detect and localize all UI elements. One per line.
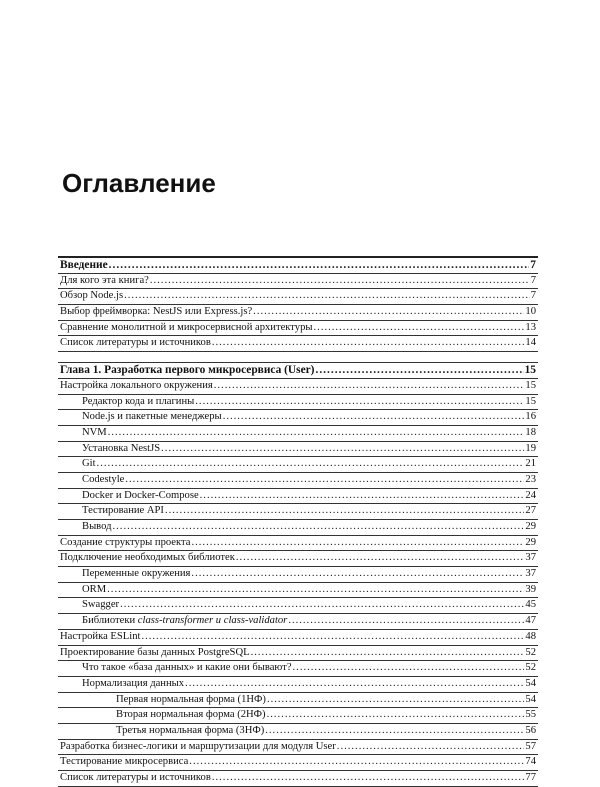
toc-entry-title: Введение: [60, 259, 108, 271]
toc-entry-row[interactable]: [58, 755, 538, 771]
toc-entry-title: Настройка ESLint: [60, 630, 141, 642]
dot-leader: [191, 536, 524, 551]
toc-section-chapter-1: [58, 363, 538, 787]
toc-entry-title: Вывод: [82, 521, 112, 532]
toc-section-intro: [58, 258, 538, 352]
toc-entry-row[interactable]: [58, 442, 538, 458]
dot-leader: [165, 504, 524, 519]
toc-entry-row[interactable]: [58, 583, 538, 599]
dot-leader: [200, 489, 525, 504]
toc-page-number: 13: [525, 321, 536, 333]
toc-page-number: 29: [525, 536, 536, 548]
toc-entry-row[interactable]: [58, 457, 538, 473]
toc-page-number: 29: [525, 521, 536, 532]
dot-leader: [124, 289, 530, 304]
toc-entry-title: NVM: [82, 426, 107, 438]
toc-entry-row[interactable]: [58, 740, 538, 756]
toc-entry-title: Тестирование микросервиса: [60, 756, 189, 768]
dot-leader: [265, 724, 524, 739]
toc-page-number: 74: [525, 756, 536, 768]
toc-entry-title: Список литературы и источников: [60, 337, 211, 349]
dot-leader: [120, 598, 524, 613]
dot-leader: [150, 274, 530, 289]
dot-leader: [125, 473, 524, 488]
toc-entry-title: Codestyle: [82, 473, 125, 485]
toc-entry-row[interactable]: [58, 395, 538, 411]
toc-heading-row[interactable]: [58, 363, 538, 379]
toc-entry-title: Установка NestJS: [82, 442, 161, 454]
toc-entry-title: Переменные окружения: [82, 568, 191, 580]
dot-leader: [195, 395, 524, 410]
toc-heading-row[interactable]: [58, 258, 538, 274]
dot-leader: [191, 567, 524, 582]
toc-entry-title: Первая нормальная форма (1НФ): [116, 693, 266, 705]
toc-page-number: 15: [525, 379, 536, 391]
dot-leader: [108, 426, 525, 441]
toc-entry-row[interactable]: [58, 661, 538, 677]
section-gap: [58, 352, 538, 363]
dot-leader: [107, 583, 524, 598]
dot-leader: [314, 321, 525, 336]
toc-page-number: 24: [525, 489, 536, 501]
dot-leader: [223, 410, 525, 425]
toc-page-number: 37: [525, 552, 536, 564]
toc-entry-row[interactable]: [58, 708, 538, 724]
toc-entry-row[interactable]: [58, 473, 538, 489]
toc-page-number: 52: [525, 646, 536, 658]
toc-page-number: 15: [524, 364, 536, 377]
toc-entry-title: Список литературы и источников: [60, 772, 211, 783]
toc-page-number: 16: [525, 411, 536, 423]
toc-page-number: 57: [525, 740, 536, 752]
dot-leader: [141, 630, 524, 645]
toc-page-number: 14: [525, 337, 536, 349]
dot-leader: [113, 520, 525, 535]
toc-page-number: 56: [525, 724, 536, 736]
toc-page-number: 18: [525, 426, 536, 438]
toc-entry-title: Тестирование API: [82, 505, 164, 517]
toc-page-number: 27: [525, 505, 536, 517]
toc-entry-title: Что такое «база данных» и какие они бывают?: [82, 662, 292, 674]
toc-entry-title: Редактор кода и плагины: [82, 395, 195, 407]
toc-entry-row[interactable]: [58, 410, 538, 426]
toc-page-number: 39: [525, 583, 536, 595]
table-of-contents: [58, 256, 538, 787]
toc-entry-row[interactable]: [58, 379, 538, 395]
dot-leader: [185, 677, 524, 692]
toc-entry-title: Подключение необходимых библиотек: [60, 552, 235, 564]
dot-leader: [236, 551, 525, 566]
toc-page-number: 77: [525, 772, 536, 783]
dot-leader: [212, 336, 525, 351]
toc-page-number: 54: [525, 693, 536, 705]
page-title: Оглавление: [62, 168, 216, 198]
toc-entry-row[interactable]: [58, 426, 538, 442]
toc-page-number: 10: [525, 306, 536, 318]
toc-entry-row[interactable]: [58, 336, 538, 352]
toc-page-number: 54: [525, 677, 536, 689]
dot-leader: [293, 661, 525, 676]
toc-entry-title: Третья нормальная форма (3НФ): [116, 724, 265, 736]
toc-entry-title: Docker и Docker-Compose: [82, 489, 199, 501]
dot-leader: [267, 708, 525, 723]
toc-page-number: 37: [525, 568, 536, 580]
toc-entry-title: Разработка бизнес-логики и маршрутизации для модуля User: [60, 740, 336, 752]
toc-entry-title: Сравнение монолитной и микросервисной архитектуры: [60, 321, 313, 333]
toc-page-number: 7: [530, 290, 536, 302]
toc-entry-title: Проектирование базы данных PostgreSQL: [60, 646, 250, 658]
toc-entry-title: Swagger: [82, 599, 120, 611]
toc-entry-title: Node.js и пакетные менеджеры: [82, 411, 222, 423]
toc-page-number: 21: [525, 458, 536, 470]
toc-entry-title: Библиотеки class-transformer и class-validator: [82, 615, 288, 627]
dot-leader: [315, 363, 523, 378]
dot-leader: [251, 646, 525, 661]
toc-entry-row[interactable]: [58, 504, 538, 520]
toc-entry-row[interactable]: [58, 536, 538, 552]
toc-page-number: 7: [530, 259, 536, 271]
toc-entry-title: Нормализация данных: [82, 677, 185, 689]
toc-entry-row[interactable]: [58, 305, 538, 321]
toc-entry-title: Обзор Node.js: [60, 290, 124, 302]
toc-entry-title: Выбор фреймворка: NestJS или Express.js?: [60, 306, 253, 318]
toc-page-number: 15: [525, 395, 536, 407]
dot-leader: [337, 740, 525, 755]
dot-leader: [97, 457, 525, 472]
dot-leader: [253, 305, 524, 320]
toc-page-number: 47: [525, 615, 536, 627]
toc-entry-row[interactable]: [58, 724, 538, 740]
toc-entry-row[interactable]: [58, 489, 538, 505]
toc-entry-row[interactable]: [58, 630, 538, 646]
toc-page-number: 45: [525, 599, 536, 611]
toc-page-number: 19: [525, 442, 536, 454]
dot-leader: [109, 258, 530, 273]
toc-entry-title: Глава 1. Разработка первого микросервиса (User): [60, 364, 315, 377]
dot-leader: [288, 614, 524, 629]
toc-entry-row[interactable]: [58, 598, 538, 614]
dot-leader: [161, 442, 524, 457]
toc-entry-row[interactable]: [58, 677, 538, 693]
toc-entry-title: Создание структуры проекта: [60, 536, 191, 548]
toc-entry-title: Вторая нормальная форма (2НФ): [116, 709, 266, 721]
dot-leader: [212, 771, 525, 786]
toc-entry-row[interactable]: [58, 646, 538, 662]
toc-entry-row[interactable]: [58, 693, 538, 709]
dot-leader: [214, 379, 525, 394]
toc-entry-row[interactable]: [58, 520, 538, 536]
toc-entry-title: Git: [82, 458, 96, 470]
toc-page-number: 7: [530, 274, 536, 286]
toc-page-number: 52: [525, 662, 536, 674]
toc-entry-row[interactable]: [58, 551, 538, 567]
toc-page-number: 55: [525, 709, 536, 721]
toc-entry-row[interactable]: [58, 289, 538, 305]
dot-leader: [189, 755, 524, 770]
toc-page-number: 23: [525, 473, 536, 485]
dot-leader: [267, 693, 524, 708]
toc-entry-title: ORM: [82, 583, 107, 595]
toc-entry-row[interactable]: [58, 567, 538, 583]
toc-entry-row[interactable]: [58, 614, 538, 630]
toc-entry-row[interactable]: [58, 274, 538, 290]
toc-entry-row[interactable]: [58, 771, 538, 787]
toc-entry-title: Для кого эта книга?: [60, 274, 149, 286]
toc-page-number: 48: [525, 630, 536, 642]
toc-entry-title: Настройка локального окружения: [60, 379, 213, 391]
toc-entry-row[interactable]: [58, 321, 538, 337]
